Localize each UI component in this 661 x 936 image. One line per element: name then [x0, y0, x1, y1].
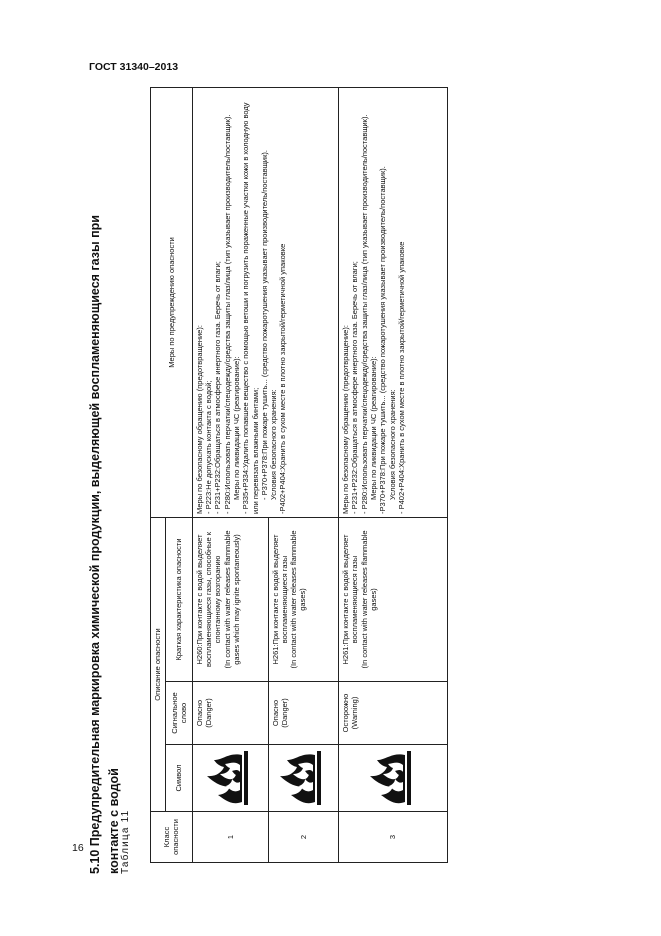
page-number: 16 [72, 842, 84, 854]
table-row [339, 87, 448, 862]
measures-line: - P402+P404:Хранить в сухом месте в плотно закрытой/герметичной упаковке [396, 241, 406, 514]
measures-line: Условия безопасного хранения: [387, 389, 397, 500]
measures-cell [339, 87, 448, 517]
table-label: Таблица 11 [120, 809, 131, 874]
measures-line: -P370+P378:При пожаре тушить... (средство пожаротушения указывает производитель/поставщик). [378, 166, 388, 514]
signal-word: Осторожно [341, 693, 351, 733]
section-heading-line1: 5.10 Предупредительная маркировка химической продукции, выделяющей воспламеняющиеся газы при [88, 215, 102, 874]
symbol-cell [339, 745, 448, 812]
header-symbol: Символ [165, 745, 192, 812]
flame-pictogram-icon [272, 748, 332, 808]
class-cell: 1 [192, 812, 268, 863]
section-heading-line2: контакте с водой [107, 768, 121, 874]
hazard-statement: H261:При контакте с водой выделяет воспламеняющиеся газы [341, 534, 360, 665]
signal-word-cell [339, 682, 448, 745]
class-cell: 2 [268, 812, 339, 863]
signal-word-cell [268, 682, 339, 745]
flame-pictogram-icon [362, 748, 422, 808]
symbol-cell [192, 745, 268, 812]
signal-word-en: (Danger) [204, 698, 214, 728]
measures-line: - P280:Использовать перчатки/спецодежду/средства защиты глаз/лица (тип указывает производитель/поставщик). [222, 114, 232, 514]
measures-line: Меры по ликвидации ЧС (реагирование): [368, 356, 378, 500]
signal-word-en: (Danger) [279, 698, 289, 728]
measures-line: - P280:Использовать перчатки/спецодежду/средства защиты глаз/лица (тип указывает производитель/поставщик). [359, 114, 369, 514]
signal-word-cell [192, 682, 268, 745]
signal-word: Опасно [270, 699, 280, 727]
measures-line: Меры по безопасному обращению (предотвращение): [194, 325, 204, 514]
hazard-statement-en: (In contact with water releases flammable gases) [289, 530, 308, 669]
hazard-statement: H261:При контакте с водой выделяет воспламеняющиеся газы [270, 534, 289, 665]
measures-line: - P335+P334:Удалить попавшее вещество с помощью ветоши и погрузить пораженные участки кожи в холодную воду или перевязать влажными бинтами; [241, 102, 260, 514]
class-cell: 3 [339, 812, 448, 863]
section-heading [86, 94, 124, 874]
measures-line: -P402+P404:Хранить в сухом месте в плотно закрытой/герметичной упаковке [278, 243, 288, 514]
table-row [192, 87, 268, 862]
measures-line: Условия безопасного хранения: [269, 389, 279, 500]
measures-line: - P231+P232:Обращаться в атмосфере инертного газа. Беречь от влаги; [350, 261, 360, 514]
brief-cell [268, 517, 339, 681]
hazard-statement-en: (In contact with water releases flammable gases) [359, 530, 378, 669]
hazard-table [150, 88, 448, 863]
flame-pictogram-icon [199, 748, 259, 808]
measures-line: Меры по ликвидации ЧС (реагирование): [231, 356, 241, 500]
brief-cell [339, 517, 448, 681]
brief-cell [192, 517, 268, 681]
measures-line: - P223:Не допускать контакта с водой; [204, 380, 214, 514]
header-brief: Краткая характеристика опасности [165, 517, 192, 681]
measures-cell [192, 87, 338, 517]
header-signal-word: Сигнальное слово [165, 682, 192, 745]
measures-line: Меры по безопасному обращению (предотвращение): [341, 325, 351, 514]
signal-word-en: (Warning) [350, 696, 360, 730]
header-description: Описание опасности [151, 517, 166, 811]
standard-number: ГОСТ 31340–2013 [89, 61, 179, 73]
header-measures: Меры по предупреждению опасности [151, 87, 193, 517]
header-class: Класс опасности [151, 812, 193, 863]
measures-line: - P370+P378:При пожаре тушить... (средство пожаротушения указывает производитель/поставщик). [259, 150, 269, 500]
measures-line: - P231+P232:Обращаться в атмосфере инертного газа. Беречь от влаги; [213, 261, 223, 514]
symbol-cell [268, 745, 339, 812]
hazard-statement-en: (In contact with water releases flammable gases which may ignite spontaneously) [222, 530, 241, 669]
signal-word: Опасно [194, 699, 204, 727]
hazard-statement: H260:При контакте с водой выделяет воспламеняющиеся газы, способные к спонтанному возгоранию [194, 531, 223, 667]
